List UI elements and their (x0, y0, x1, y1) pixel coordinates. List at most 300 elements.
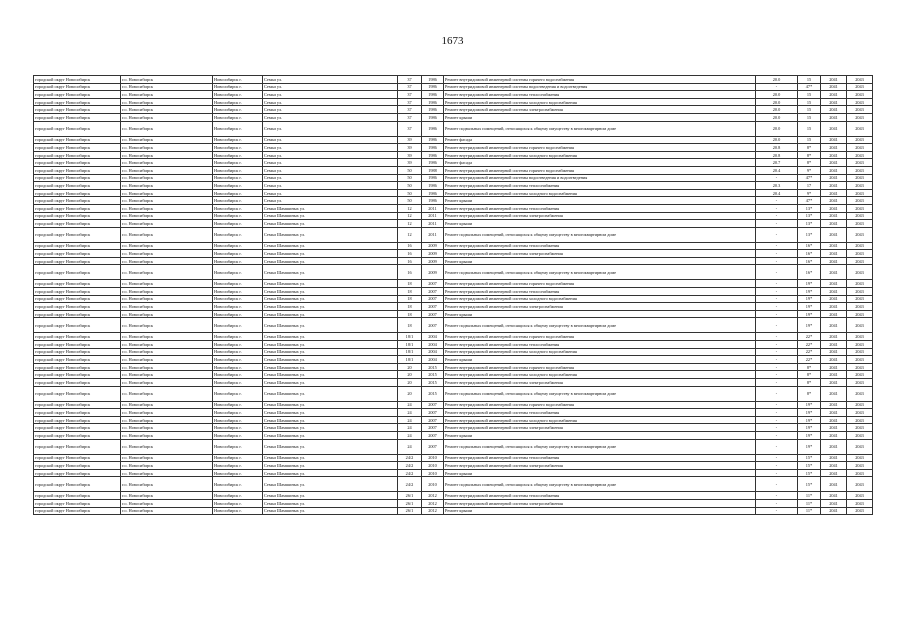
start-year-cell: 2041 (821, 265, 847, 280)
area-cell: - (756, 416, 798, 424)
settlement-cell: г.о. Новосибирск (121, 189, 213, 197)
work-cell: Ремонт внутридомовой инженерной системы электроснабжения (444, 499, 756, 507)
table-row (34, 197, 873, 205)
work-cell: Ремонт внутридомовой инженерной системы горячего водоснабжения (444, 363, 756, 371)
table-row (34, 386, 873, 401)
year-cell: 2007 (422, 288, 444, 296)
house-cell: 50 (398, 189, 422, 197)
contribution-cell: 11* (798, 492, 821, 500)
table-row (34, 242, 873, 250)
end-year-cell: 2043 (847, 363, 873, 371)
area-cell: - (756, 227, 798, 242)
end-year-cell: 2043 (847, 136, 873, 144)
house-cell: 18 (398, 318, 422, 333)
city-cell: Новосибирск г. (213, 113, 263, 121)
house-cell: 37 (398, 91, 422, 99)
settlement-cell: г.о. Новосибирск (121, 98, 213, 106)
contribution-cell: 19* (798, 439, 821, 454)
street-cell: Семьи Шамшиных ул. (263, 333, 398, 341)
district-cell: городской округ Новосибирск (34, 98, 121, 106)
district-cell: городской округ Новосибирск (34, 409, 121, 417)
contribution-cell: 15 (798, 91, 821, 99)
contribution-cell: 47* (798, 174, 821, 182)
city-cell: Новосибирск г. (213, 386, 263, 401)
city-cell: Новосибирск г. (213, 310, 263, 318)
start-year-cell: 2041 (821, 212, 847, 220)
area-cell: - (756, 507, 798, 515)
work-cell: Ремонт внутридомовой инженерной системы холодного водоснабжения (444, 151, 756, 159)
start-year-cell: 2041 (821, 144, 847, 152)
street-cell: Семьи Шамшиных ул. (263, 257, 398, 265)
settlement-cell: г.о. Новосибирск (121, 454, 213, 462)
contribution-cell: 19* (798, 424, 821, 432)
end-year-cell: 2043 (847, 409, 873, 417)
street-cell: Семьи Шамшиных ул. (263, 310, 398, 318)
settlement-cell: г.о. Новосибирск (121, 341, 213, 349)
contribution-cell: 15* (798, 462, 821, 470)
area-cell: - (756, 333, 798, 341)
work-cell: Ремонт крыши (444, 356, 756, 364)
start-year-cell: 2041 (821, 280, 847, 288)
house-cell: 18/1 (398, 333, 422, 341)
start-year-cell: 2041 (821, 363, 847, 371)
street-cell: Семьи Шамшиных ул. (263, 212, 398, 220)
settlement-cell: г.о. Новосибирск (121, 136, 213, 144)
page-number: 1673 (441, 35, 464, 47)
city-cell: Новосибирск г. (213, 416, 263, 424)
area-cell: - (756, 401, 798, 409)
district-cell: городской округ Новосибирск (34, 303, 121, 311)
end-year-cell: 2043 (847, 469, 873, 477)
work-cell: Ремонт внутридомовой инженерной системы электроснабжения (444, 303, 756, 311)
district-cell: городской округ Новосибирск (34, 265, 121, 280)
area-cell: 20.8 (756, 144, 798, 152)
year-cell: 2007 (422, 401, 444, 409)
year-cell: 1986 (422, 151, 444, 159)
end-year-cell: 2043 (847, 242, 873, 250)
year-cell: 1986 (422, 76, 444, 84)
settlement-cell: г.о. Новосибирск (121, 227, 213, 242)
table-row (34, 401, 873, 409)
work-cell: Ремонт подвальных помещений, относящихся к общему имуществу в многоквартирном доме (444, 265, 756, 280)
house-cell: 20 (398, 379, 422, 387)
street-cell: Семьи Шамшиных ул. (263, 379, 398, 387)
work-cell: Ремонт фасада (444, 159, 756, 167)
end-year-cell: 2043 (847, 492, 873, 500)
table-row (34, 91, 873, 99)
table-row (34, 159, 873, 167)
year-cell: 1986 (422, 197, 444, 205)
table-row (34, 348, 873, 356)
settlement-cell: г.о. Новосибирск (121, 182, 213, 190)
street-cell: Семьи Шамшиных ул. (263, 363, 398, 371)
area-cell: - (756, 250, 798, 258)
start-year-cell: 2041 (821, 227, 847, 242)
year-cell: 2012 (422, 507, 444, 515)
district-cell: городской округ Новосибирск (34, 76, 121, 84)
year-cell: 2012 (422, 499, 444, 507)
contribution-cell: 16* (798, 257, 821, 265)
area-cell: 20.0 (756, 106, 798, 114)
work-cell: Ремонт крыши (444, 113, 756, 121)
table-row (34, 257, 873, 265)
house-cell: 20 (398, 386, 422, 401)
district-cell: городской округ Новосибирск (34, 182, 121, 190)
district-cell: городской округ Новосибирск (34, 113, 121, 121)
contribution-cell: 19* (798, 409, 821, 417)
start-year-cell: 2041 (821, 76, 847, 84)
year-cell: 2004 (422, 341, 444, 349)
start-year-cell: 2041 (821, 401, 847, 409)
street-cell: Семьи ул. (263, 91, 398, 99)
settlement-cell: г.о. Новосибирск (121, 121, 213, 136)
work-cell: Ремонт фасада (444, 136, 756, 144)
city-cell: Новосибирск г. (213, 439, 263, 454)
house-cell: 20 (398, 371, 422, 379)
year-cell: 2010 (422, 462, 444, 470)
end-year-cell: 2043 (847, 166, 873, 174)
table-row (34, 220, 873, 228)
work-cell: Ремонт внутридомовой инженерной системы холодного водоснабжения (444, 98, 756, 106)
house-cell: 20 (398, 363, 422, 371)
city-cell: Новосибирск г. (213, 371, 263, 379)
table-row (34, 371, 873, 379)
start-year-cell: 2041 (821, 113, 847, 121)
house-cell: 24/2 (398, 477, 422, 492)
start-year-cell: 2041 (821, 121, 847, 136)
table-row (34, 182, 873, 190)
year-cell: 1986 (422, 182, 444, 190)
house-cell: 18/1 (398, 348, 422, 356)
work-cell: Ремонт внутридомовой инженерной системы горячего водоснабжения (444, 401, 756, 409)
house-cell: 12 (398, 227, 422, 242)
start-year-cell: 2041 (821, 151, 847, 159)
start-year-cell: 2041 (821, 250, 847, 258)
year-cell: 2007 (422, 280, 444, 288)
settlement-cell: г.о. Новосибирск (121, 295, 213, 303)
table-row (34, 439, 873, 454)
street-cell: Семьи ул. (263, 113, 398, 121)
end-year-cell: 2043 (847, 106, 873, 114)
city-cell: Новосибирск г. (213, 250, 263, 258)
contribution-cell: 13* (798, 220, 821, 228)
house-cell: 50 (398, 182, 422, 190)
city-cell: Новосибирск г. (213, 424, 263, 432)
area-cell: - (756, 492, 798, 500)
house-cell: 37 (398, 106, 422, 114)
contribution-cell: 15 (798, 121, 821, 136)
end-year-cell: 2043 (847, 462, 873, 470)
end-year-cell: 2043 (847, 151, 873, 159)
start-year-cell: 2041 (821, 106, 847, 114)
end-year-cell: 2043 (847, 182, 873, 190)
contribution-cell: 15 (798, 113, 821, 121)
district-cell: городской округ Новосибирск (34, 197, 121, 205)
street-cell: Семьи Шамшиных ул. (263, 431, 398, 439)
street-cell: Семьи ул. (263, 136, 398, 144)
work-cell: Ремонт крыши (444, 220, 756, 228)
year-cell: 2015 (422, 379, 444, 387)
district-cell: городской округ Новосибирск (34, 144, 121, 152)
contribution-cell: 8* (798, 151, 821, 159)
year-cell: 2004 (422, 356, 444, 364)
end-year-cell: 2043 (847, 416, 873, 424)
contribution-cell: 22* (798, 333, 821, 341)
district-cell: городской округ Новосибирск (34, 454, 121, 462)
work-cell: Ремонт внутридомовой инженерной системы холодного водоснабжения (444, 348, 756, 356)
contribution-cell: 19* (798, 303, 821, 311)
city-cell: Новосибирск г. (213, 182, 263, 190)
street-cell: Семьи Шамшиных ул. (263, 318, 398, 333)
district-cell: городской округ Новосибирск (34, 424, 121, 432)
city-cell: Новосибирск г. (213, 76, 263, 84)
settlement-cell: г.о. Новосибирск (121, 416, 213, 424)
end-year-cell: 2043 (847, 318, 873, 333)
year-cell: 2010 (422, 477, 444, 492)
end-year-cell: 2043 (847, 280, 873, 288)
city-cell: Новосибирск г. (213, 189, 263, 197)
area-cell: - (756, 386, 798, 401)
start-year-cell: 2041 (821, 136, 847, 144)
district-cell: городской округ Новосибирск (34, 363, 121, 371)
house-cell: 37 (398, 76, 422, 84)
table-row (34, 363, 873, 371)
street-cell: Семьи Шамшиных ул. (263, 242, 398, 250)
area-cell: 20.4 (756, 166, 798, 174)
end-year-cell: 2043 (847, 83, 873, 91)
city-cell: Новосибирск г. (213, 204, 263, 212)
street-cell: Семьи Шамшиных ул. (263, 416, 398, 424)
table-row (34, 113, 873, 121)
year-cell: 2011 (422, 212, 444, 220)
start-year-cell: 2041 (821, 477, 847, 492)
settlement-cell: г.о. Новосибирск (121, 409, 213, 417)
city-cell: Новосибирск г. (213, 91, 263, 99)
table-row (34, 416, 873, 424)
end-year-cell: 2043 (847, 91, 873, 99)
start-year-cell: 2041 (821, 356, 847, 364)
end-year-cell: 2043 (847, 174, 873, 182)
start-year-cell: 2041 (821, 189, 847, 197)
settlement-cell: г.о. Новосибирск (121, 363, 213, 371)
house-cell: 50 (398, 166, 422, 174)
area-cell: - (756, 469, 798, 477)
district-cell: городской округ Новосибирск (34, 295, 121, 303)
city-cell: Новосибирск г. (213, 121, 263, 136)
table-row (34, 507, 873, 515)
end-year-cell: 2043 (847, 310, 873, 318)
district-cell: городской округ Новосибирск (34, 416, 121, 424)
table-row (34, 174, 873, 182)
start-year-cell: 2041 (821, 182, 847, 190)
work-cell: Ремонт внутридомовой инженерной системы теплоснабжения (444, 91, 756, 99)
repair-registry-table (33, 75, 873, 515)
end-year-cell: 2043 (847, 303, 873, 311)
district-cell: городской округ Новосибирск (34, 288, 121, 296)
district-cell: городской округ Новосибирск (34, 507, 121, 515)
work-cell: Ремонт крыши (444, 469, 756, 477)
house-cell: 18 (398, 288, 422, 296)
city-cell: Новосибирск г. (213, 409, 263, 417)
end-year-cell: 2043 (847, 227, 873, 242)
contribution-cell: 8* (798, 159, 821, 167)
start-year-cell: 2041 (821, 424, 847, 432)
city-cell: Новосибирск г. (213, 197, 263, 205)
district-cell: городской округ Новосибирск (34, 91, 121, 99)
settlement-cell: г.о. Новосибирск (121, 431, 213, 439)
city-cell: Новосибирск г. (213, 507, 263, 515)
house-cell: 39 (398, 159, 422, 167)
settlement-cell: г.о. Новосибирск (121, 166, 213, 174)
district-cell: городской округ Новосибирск (34, 159, 121, 167)
street-cell: Семьи ул. (263, 151, 398, 159)
end-year-cell: 2043 (847, 204, 873, 212)
settlement-cell: г.о. Новосибирск (121, 318, 213, 333)
city-cell: Новосибирск г. (213, 98, 263, 106)
city-cell: Новосибирск г. (213, 242, 263, 250)
settlement-cell: г.о. Новосибирск (121, 348, 213, 356)
year-cell: 2004 (422, 333, 444, 341)
city-cell: Новосибирск г. (213, 288, 263, 296)
district-cell: городской округ Новосибирск (34, 462, 121, 470)
street-cell: Семьи Шамшиных ул. (263, 409, 398, 417)
start-year-cell: 2041 (821, 379, 847, 387)
area-cell: - (756, 477, 798, 492)
house-cell: 12 (398, 212, 422, 220)
settlement-cell: г.о. Новосибирск (121, 174, 213, 182)
year-cell: 1988 (422, 166, 444, 174)
area-cell: - (756, 341, 798, 349)
contribution-cell: 47* (798, 197, 821, 205)
table-row (34, 477, 873, 492)
house-cell: 18 (398, 310, 422, 318)
settlement-cell: г.о. Новосибирск (121, 379, 213, 387)
house-cell: 16 (398, 257, 422, 265)
end-year-cell: 2043 (847, 424, 873, 432)
district-cell: городской округ Новосибирск (34, 341, 121, 349)
table-row (34, 189, 873, 197)
registry-body (34, 76, 873, 515)
contribution-cell: 15* (798, 477, 821, 492)
year-cell: 2012 (422, 492, 444, 500)
work-cell: Ремонт подвальных помещений, относящихся к общему имуществу в многоквартирном доме (444, 121, 756, 136)
city-cell: Новосибирск г. (213, 295, 263, 303)
settlement-cell: г.о. Новосибирск (121, 439, 213, 454)
table-row (34, 212, 873, 220)
street-cell: Семьи Шамшиных ул. (263, 424, 398, 432)
area-cell: - (756, 499, 798, 507)
area-cell: - (756, 409, 798, 417)
year-cell: 2010 (422, 469, 444, 477)
work-cell: Ремонт внутридомовой инженерной системы горячего водоснабжения (444, 144, 756, 152)
work-cell: Ремонт крыши (444, 257, 756, 265)
end-year-cell: 2043 (847, 197, 873, 205)
area-cell: 20.0 (756, 113, 798, 121)
work-cell: Ремонт внутридомовой инженерной системы электроснабжения (444, 106, 756, 114)
city-cell: Новосибирск г. (213, 166, 263, 174)
city-cell: Новосибирск г. (213, 257, 263, 265)
district-cell: городской округ Новосибирск (34, 220, 121, 228)
work-cell: Ремонт подвальных помещений, относящихся к общему имуществу в многоквартирном доме (444, 227, 756, 242)
end-year-cell: 2043 (847, 477, 873, 492)
settlement-cell: г.о. Новосибирск (121, 356, 213, 364)
start-year-cell: 2041 (821, 303, 847, 311)
house-cell: 26/1 (398, 507, 422, 515)
district-cell: городской округ Новосибирск (34, 477, 121, 492)
end-year-cell: 2043 (847, 189, 873, 197)
area-cell: 20.0 (756, 76, 798, 84)
contribution-cell: 15 (798, 106, 821, 114)
work-cell: Ремонт внутридомовой инженерной системы холодного водоснабжения (444, 371, 756, 379)
city-cell: Новосибирск г. (213, 151, 263, 159)
start-year-cell: 2041 (821, 492, 847, 500)
contribution-cell: 15 (798, 76, 821, 84)
area-cell: - (756, 204, 798, 212)
district-cell: городской округ Новосибирск (34, 280, 121, 288)
work-cell: Ремонт подвальных помещений, относящихся к общему имуществу в многоквартирном доме (444, 439, 756, 454)
settlement-cell: г.о. Новосибирск (121, 204, 213, 212)
district-cell: городской округ Новосибирск (34, 204, 121, 212)
work-cell: Ремонт внутридомовой инженерной системы холодного водоснабжения (444, 295, 756, 303)
year-cell: 2007 (422, 318, 444, 333)
street-cell: Семьи ул. (263, 98, 398, 106)
house-cell: 24 (398, 409, 422, 417)
work-cell: Ремонт внутридомовой инженерной системы горячего водоснабжения (444, 166, 756, 174)
area-cell: - (756, 462, 798, 470)
end-year-cell: 2043 (847, 333, 873, 341)
table-row (34, 106, 873, 114)
start-year-cell: 2041 (821, 386, 847, 401)
year-cell: 1986 (422, 106, 444, 114)
district-cell: городской округ Новосибирск (34, 166, 121, 174)
work-cell: Ремонт подвальных помещений, относящихся к общему имуществу в многоквартирном доме (444, 477, 756, 492)
table-row (34, 424, 873, 432)
house-cell: 39 (398, 136, 422, 144)
street-cell: Семьи Шамшиных ул. (263, 386, 398, 401)
end-year-cell: 2043 (847, 76, 873, 84)
year-cell: 1986 (422, 83, 444, 91)
start-year-cell: 2041 (821, 288, 847, 296)
house-cell: 37 (398, 121, 422, 136)
city-cell: Новосибирск г. (213, 348, 263, 356)
settlement-cell: г.о. Новосибирск (121, 492, 213, 500)
house-cell: 24 (398, 416, 422, 424)
house-cell: 24 (398, 401, 422, 409)
area-cell: - (756, 220, 798, 228)
house-cell: 39 (398, 151, 422, 159)
area-cell: 20.8 (756, 151, 798, 159)
settlement-cell: г.о. Новосибирск (121, 469, 213, 477)
settlement-cell: г.о. Новосибирск (121, 257, 213, 265)
city-cell: Новосибирск г. (213, 318, 263, 333)
district-cell: городской округ Новосибирск (34, 212, 121, 220)
street-cell: Семьи ул. (263, 144, 398, 152)
work-cell: Ремонт крыши (444, 431, 756, 439)
area-cell: - (756, 439, 798, 454)
table-row (34, 83, 873, 91)
street-cell: Семьи ул. (263, 159, 398, 167)
settlement-cell: г.о. Новосибирск (121, 197, 213, 205)
work-cell: Ремонт внутридомовой инженерной системы холодного водоснабжения (444, 416, 756, 424)
district-cell: городской округ Новосибирск (34, 174, 121, 182)
street-cell: Семьи Шамшиных ул. (263, 303, 398, 311)
table-row (34, 280, 873, 288)
city-cell: Новосибирск г. (213, 363, 263, 371)
street-cell: Семьи Шамшиных ул. (263, 469, 398, 477)
table-row (34, 204, 873, 212)
street-cell: Семьи Шамшиных ул. (263, 499, 398, 507)
settlement-cell: г.о. Новосибирск (121, 250, 213, 258)
